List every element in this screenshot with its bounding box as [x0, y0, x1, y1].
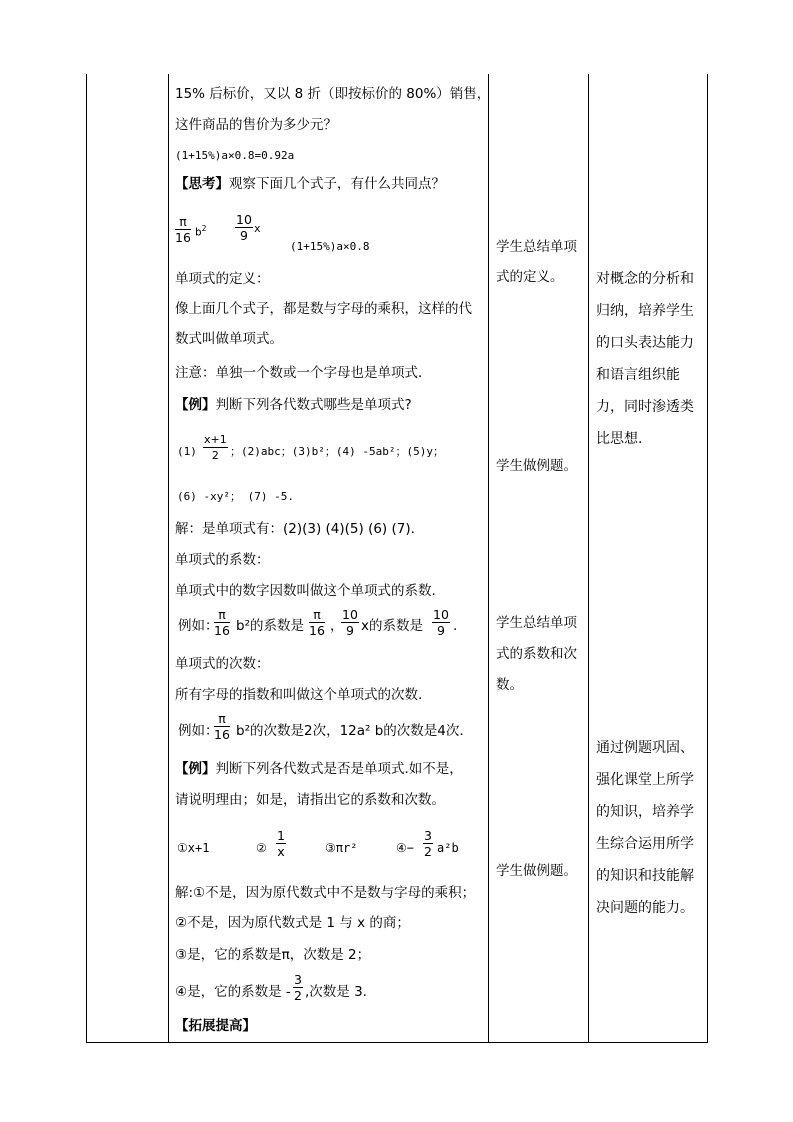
fraction-pi-16: [214, 607, 230, 638]
think-label: 【思考】: [175, 176, 229, 192]
expr-product: (1+15%)a×0.8: [290, 240, 370, 253]
note-line: 注意：单独一个数或一个字母也是单项式．: [175, 365, 432, 381]
degree-definition: 所有字母的指数和叫做这个单项式的次数.: [175, 687, 423, 703]
fraction-denominator: 16: [214, 727, 230, 742]
fraction-x1-2: [203, 432, 228, 463]
fraction-denominator: 2: [294, 988, 302, 1003]
text-line: 这件商品的售价为多少元？: [175, 117, 337, 133]
fraction-numerator: 10: [433, 607, 449, 622]
example2-line2: 请说明理由；如是，请指出它的系数和次数。: [175, 792, 445, 808]
example2-text: 判断下列各代数式是否是单项式.如不是，: [215, 761, 463, 777]
definition-line: 数式叫做单项式。: [175, 331, 283, 347]
table-border-col4: [588, 74, 589, 1043]
activity-text: 式的系数和次: [496, 646, 577, 662]
activity-text: 数。: [496, 677, 523, 693]
fraction-3-2: [423, 828, 433, 859]
table-border-left: [86, 74, 87, 1043]
fraction-numerator: 3: [424, 828, 432, 843]
fraction-numerator: x+1: [204, 433, 227, 446]
fraction-10-9: [341, 607, 359, 638]
coef-example-end: .: [453, 618, 458, 634]
example1-solution: 解：是单项式有：(2)(3) (4)(5) (6) (7).: [175, 521, 415, 537]
fraction-numerator: π: [175, 214, 191, 230]
table-border-right: [707, 74, 708, 1043]
example2-line: [175, 760, 463, 778]
coefficient-title: 单项式的系数：: [175, 552, 270, 568]
table-border-bottom: [86, 1042, 708, 1043]
example2-item2-prefix: ②: [256, 841, 267, 855]
formula-line: (1+15%)a×0.8=0.92a: [175, 149, 295, 162]
fraction-numerator: 10: [236, 212, 252, 227]
coef-example-sep: ，: [330, 618, 344, 634]
fraction-pi-16: [214, 711, 230, 742]
coefficient-definition: 单项式中的数字因数叫做这个单项式的系数.: [175, 583, 436, 599]
fraction-denominator: 2: [424, 844, 432, 859]
extend-heading: 【拓展提高】: [175, 1018, 256, 1034]
fraction-numerator: π: [214, 607, 230, 623]
example2-item3: ③πr²: [325, 841, 358, 855]
activity-text: 式的定义。: [496, 269, 564, 285]
think-line: [175, 175, 445, 193]
example2-label: 【例】: [175, 761, 216, 777]
example2-item1: ①x+1: [177, 841, 210, 855]
activity-text: 学生做例题。: [496, 458, 577, 474]
table-border-col2: [168, 74, 169, 1043]
expr-variable: x: [254, 222, 261, 235]
fraction-numerator: 3: [294, 972, 302, 987]
intent-line: 比思想.: [596, 431, 643, 447]
fraction-denominator: 2: [211, 449, 219, 462]
intent-line: 的知识和技能解: [596, 868, 694, 884]
intent-line: 和语言组织能: [596, 367, 680, 383]
coef-example-text2: x的系数是: [361, 618, 423, 634]
fraction-denominator: 16: [309, 623, 325, 638]
table-border-col3: [488, 74, 489, 1043]
fraction-10-9: [432, 607, 450, 638]
degree-title: 单项式的次数：: [175, 656, 270, 672]
intent-line: 力，同时渗透类: [596, 399, 694, 415]
fraction-denominator: 9: [436, 623, 445, 638]
example1-text: 判断下列各代数式哪些是单项式?: [215, 397, 412, 413]
solution-line4-prefix: ④是，它的系数是 -: [175, 984, 291, 1000]
coef-var: b²的系数是: [236, 618, 304, 634]
fraction-10-9: [235, 212, 253, 243]
activity-text: 学生总结单项: [496, 615, 577, 631]
design-intent-2: [596, 732, 694, 924]
fraction-denominator: 9: [345, 623, 354, 638]
intent-line: 的知识，培养学: [596, 804, 694, 820]
fraction-3-2: [293, 972, 303, 1003]
expr-variable: $b^2$: [195, 224, 207, 239]
text-line: 15% 后标价，又以 8 折（即按标价的 80%）销售，: [175, 86, 491, 102]
example1-items: ；(2)abc；(3)b²；(4) -5ab²；(5)y；: [230, 445, 444, 458]
fraction-1-x: [276, 828, 286, 859]
fraction-denominator: 16: [175, 230, 191, 245]
activity-text: 学生总结单项: [496, 239, 577, 255]
fraction-numerator: 1: [277, 828, 285, 843]
intent-line: 归纳，培养学生: [596, 303, 694, 319]
design-intent-1: [596, 263, 694, 455]
expr-var-b: b: [195, 225, 202, 239]
intent-line: 强化课堂上所学: [596, 772, 694, 788]
fraction-denominator: 9: [239, 228, 248, 243]
fraction-numerator: 10: [342, 607, 358, 622]
example1-label: 【例】: [175, 397, 216, 413]
coef-example-prefix: 例如：: [178, 618, 219, 634]
think-text: 观察下面几个式子，有什么共同点？: [229, 176, 445, 192]
solution-line: ②不是，因为原代数式是 1 与 x 的商；: [175, 915, 410, 931]
activity-text: 学生做例题。: [496, 863, 577, 879]
definition-line: 像上面几个式子，都是数与字母的乘积，这样的代: [175, 301, 472, 317]
example1-items-line2: (6) -xy²； (7) -5.: [177, 490, 294, 503]
coef-example-text: [236, 617, 304, 635]
intent-line: 对概念的分析和: [596, 271, 694, 287]
intent-line: 的口头表达能力: [596, 335, 694, 351]
degree-example-prefix: 例如：: [178, 723, 219, 739]
intent-line: 生综合运用所学: [596, 836, 694, 852]
example1-line: [175, 396, 412, 414]
definition-title: 单项式的定义：: [175, 271, 270, 287]
fraction-pi-16: [309, 607, 325, 638]
fraction-denominator: x: [277, 844, 285, 859]
example1-item-prefix: (1): [177, 445, 197, 458]
solution-line: ③是，它的系数是π，次数是 2；: [175, 947, 371, 963]
intent-line: 决问题的能力。: [596, 900, 694, 916]
degree-example-text: b²的次数是2次，12a² b的次数是4次.: [236, 723, 464, 739]
fraction-pi-16: [175, 214, 191, 245]
solution-line4-suffix: ,次数是 3.: [305, 984, 367, 1000]
fraction-denominator: 16: [214, 623, 230, 638]
intent-line: 通过例题巩固、: [596, 740, 694, 756]
example2-item4-var: a²b: [437, 841, 459, 855]
solution-line: 解:①不是，因为原代数式中不是数与字母的乘积；: [175, 885, 476, 901]
example2-item4-prefix: ④−: [396, 841, 414, 855]
fraction-numerator: π: [214, 711, 230, 727]
fraction-numerator: π: [309, 607, 325, 623]
